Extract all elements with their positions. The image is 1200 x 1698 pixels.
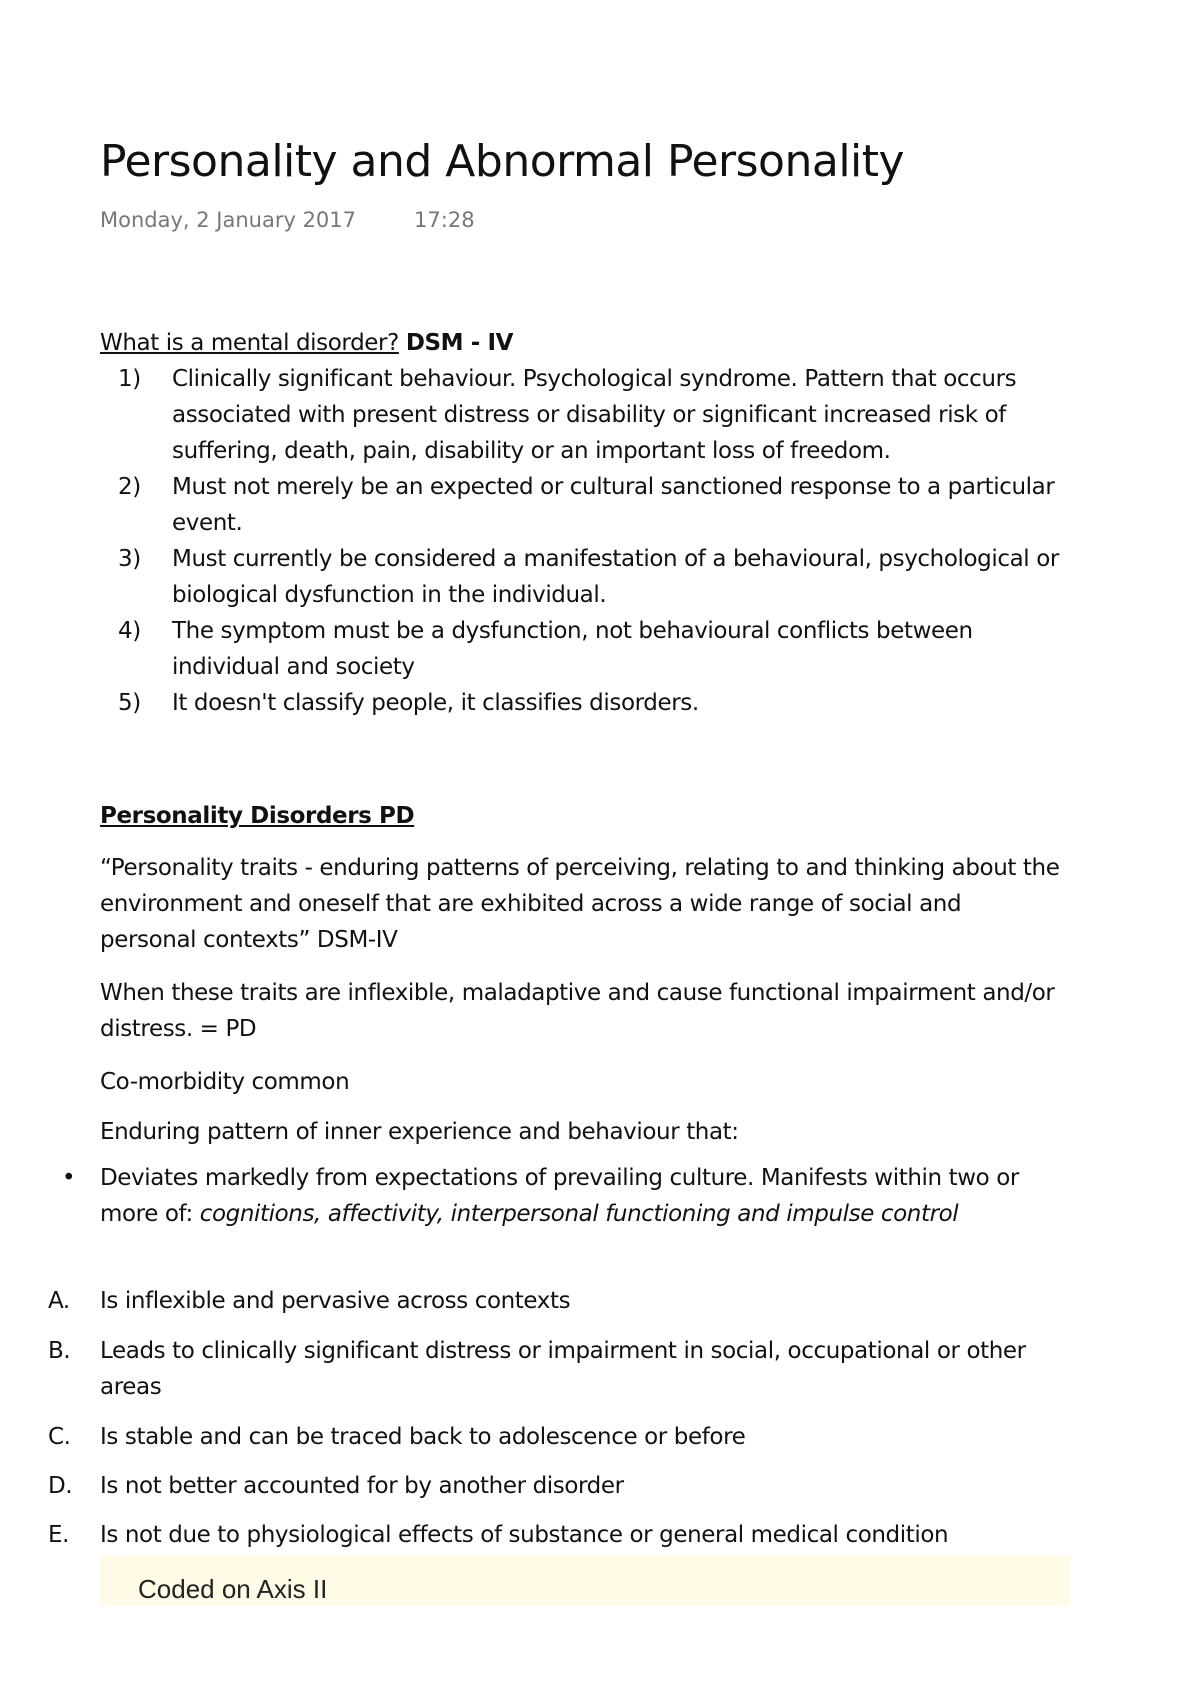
list-item: [100, 541, 1060, 613]
criterion-e: [48, 1517, 1060, 1553]
paragraph-enduring-pattern: Enduring pattern of inner experience and behaviour that:: [100, 1119, 739, 1145]
criterion-letter: D.: [48, 1473, 73, 1499]
list-number: 2): [118, 474, 141, 500]
criterion-letter: A.: [48, 1288, 70, 1314]
note-date: Monday, 2 January 2017: [100, 208, 357, 232]
callout-box: [100, 1556, 1070, 1606]
criterion-c: [48, 1419, 1060, 1455]
criterion-text: Is stable and can be traced back to adolescence or before: [100, 1424, 746, 1450]
list-item-text: The symptom must be a dysfunction, not behavioural conflicts between individual and society: [172, 618, 973, 680]
section-heading-mental-disorder: [100, 325, 513, 361]
list-item: [100, 685, 1060, 721]
list-number: 4): [118, 618, 141, 644]
criterion-letter: B.: [48, 1338, 71, 1364]
list-number: 5): [118, 690, 141, 716]
bullet-text: Deviates markedly from expectations of prevailing culture. Manifests within two or more of:: [100, 1165, 1019, 1227]
paragraph-pd-definition: When these traits are inflexible, maladaptive and cause functional impairment and/or distress. = PD: [100, 980, 1055, 1042]
list-item-text: Must not merely be an expected or cultural sanctioned response to a particular event.: [172, 474, 1055, 536]
list-number: 1): [118, 366, 141, 392]
criterion-a: [48, 1283, 1060, 1319]
bullet-symbol: •: [62, 1165, 76, 1191]
list-item-text: Clinically significant behaviour. Psychological syndrome. Pattern that occurs associated with present distress or disability or significant increased risk of suffering, death, pain, disability or an important loss of freedom.: [172, 366, 1017, 464]
bullet-italic-text: cognitions, affectivity, interpersonal functioning and impulse control: [199, 1201, 959, 1227]
criterion-text: Leads to clinically significant distress or impairment in social, occupational or other areas: [100, 1338, 1026, 1400]
list-item-text: Must currently be considered a manifestation of a behavioural, psychological or biological dysfunction in the individual.: [172, 546, 1059, 608]
list-number: 3): [118, 546, 141, 572]
list-item: [100, 361, 1060, 469]
criterion-b: [48, 1333, 1060, 1405]
page-title: Personality and Abnormal Personality: [100, 136, 905, 187]
paragraph-comorbidity: Co-morbidity common: [100, 1069, 350, 1095]
list-item-text: It doesn't classify people, it classifies disorders.: [172, 690, 699, 716]
section-heading-personality-disorders: Personality Disorders PD: [100, 803, 415, 829]
numbered-list: [100, 361, 1060, 721]
criterion-letter: C.: [48, 1424, 71, 1450]
criterion-letter: E.: [48, 1522, 70, 1548]
criterion-text: Is not due to physiological effects of substance or general medical condition: [100, 1522, 949, 1548]
question-text: What is a mental disorder?: [100, 330, 399, 356]
note-timestamp: [100, 208, 475, 232]
criterion-text: Is not better accounted for by another disorder: [100, 1473, 624, 1499]
note-time: 17:28: [414, 208, 475, 232]
list-item: [100, 469, 1060, 541]
criterion-text: Is inflexible and pervasive across contexts: [100, 1288, 571, 1314]
source-label: DSM - IV: [405, 330, 514, 356]
callout-text: Coded on Axis II: [138, 1574, 328, 1604]
bullet-item: [62, 1160, 1060, 1232]
criterion-d: [48, 1468, 1060, 1504]
definition-quote: “Personality traits - enduring patterns of perceiving, relating to and thinking about the environment and oneself that are exhibited across a wide range of social and personal contexts” DSM-IV: [100, 855, 1060, 953]
list-item: [100, 613, 1060, 685]
